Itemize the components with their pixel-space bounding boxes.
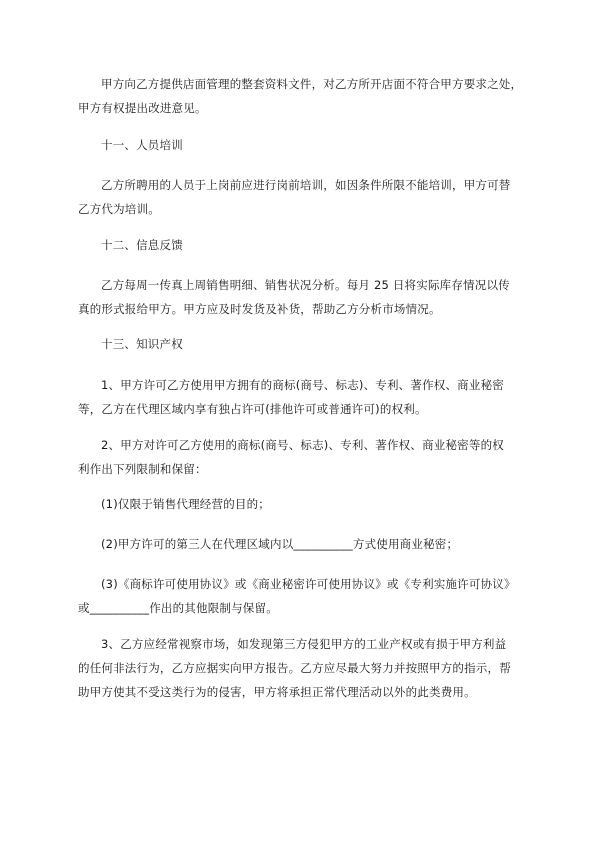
heading-text: 十二、信息反馈 — [101, 238, 183, 252]
paragraph-line: 甲方向乙方提供店面管理的整套资料文件，对乙方所开店面不符合甲方要求之处， — [101, 77, 523, 91]
paragraph-line: 利作出下列限制和保留： — [78, 462, 207, 476]
paragraph-line: (2)甲方许可的第三人在代理区域内以__________方式使用商业秘密； — [101, 537, 459, 551]
section-heading-ip — [101, 332, 551, 356]
paragraph-line: 3、乙方应经常视察市场，如发现第三方侵犯甲方的工业产权或有损于甲方利益 — [101, 637, 507, 651]
paragraph-staff-training — [78, 173, 528, 221]
heading-text: 十三、知识产权 — [101, 337, 183, 351]
paragraph-store-management — [78, 72, 528, 120]
paragraph-line: 乙方所聘用的人员于上岗前应进行岗前培训，如因条件所限不能培训，甲方可替 — [101, 178, 511, 192]
paragraph-line: 等，乙方在代理区域内享有独占许可(排他许可或普通许可)的权利。 — [78, 402, 427, 416]
paragraph-line: 乙方代为培训。 — [78, 202, 160, 216]
paragraph-restriction-2 — [78, 532, 528, 556]
paragraph-info-feedback — [78, 273, 528, 321]
paragraph-line: 1、甲方许可乙方使用甲方拥有的商标(商号、标志)、专利、著作权、商业秘密 — [101, 378, 504, 392]
paragraph-line: 助甲方使其不受这类行为的侵害，甲方将承担正常代理活动以外的此类费用。 — [78, 685, 476, 699]
paragraph-restriction-1 — [78, 492, 528, 516]
paragraph-line: (3)《商标许可使用协议》或《商业秘密许可使用协议》或《专利实施许可协议》 — [101, 577, 516, 591]
paragraph-line: (1)仅限于销售代理经营的目的； — [101, 497, 270, 511]
paragraph-line: 的任何非法行为，乙方应据实向甲方报告。乙方应尽最大努力并按照甲方的指示，帮 — [78, 661, 511, 675]
paragraph-line: 2、甲方对许可乙方使用的商标(商号、标志)、专利、著作权、商业秘密等的权 — [101, 438, 504, 452]
paragraph-infringement-report — [78, 632, 528, 704]
paragraph-line: 真的形式报给甲方。甲方应及时发货及补货，帮助乙方分析市场情况。 — [78, 302, 441, 316]
paragraph-ip-license — [78, 373, 528, 421]
section-heading-feedback — [101, 233, 551, 257]
paragraph-line: 甲方有权提出改进意见。 — [78, 101, 207, 115]
paragraph-line: 或__________作出的其他限制与保留。 — [78, 601, 278, 615]
paragraph-line: 乙方每周一传真上周销售明细、销售状况分析。每月 25 日将实际库存情况以传 — [101, 278, 510, 292]
heading-text: 十一、人员培训 — [101, 138, 183, 152]
paragraph-restriction-3 — [78, 572, 528, 620]
section-heading-training — [101, 133, 551, 157]
paragraph-ip-restrictions — [78, 433, 528, 481]
